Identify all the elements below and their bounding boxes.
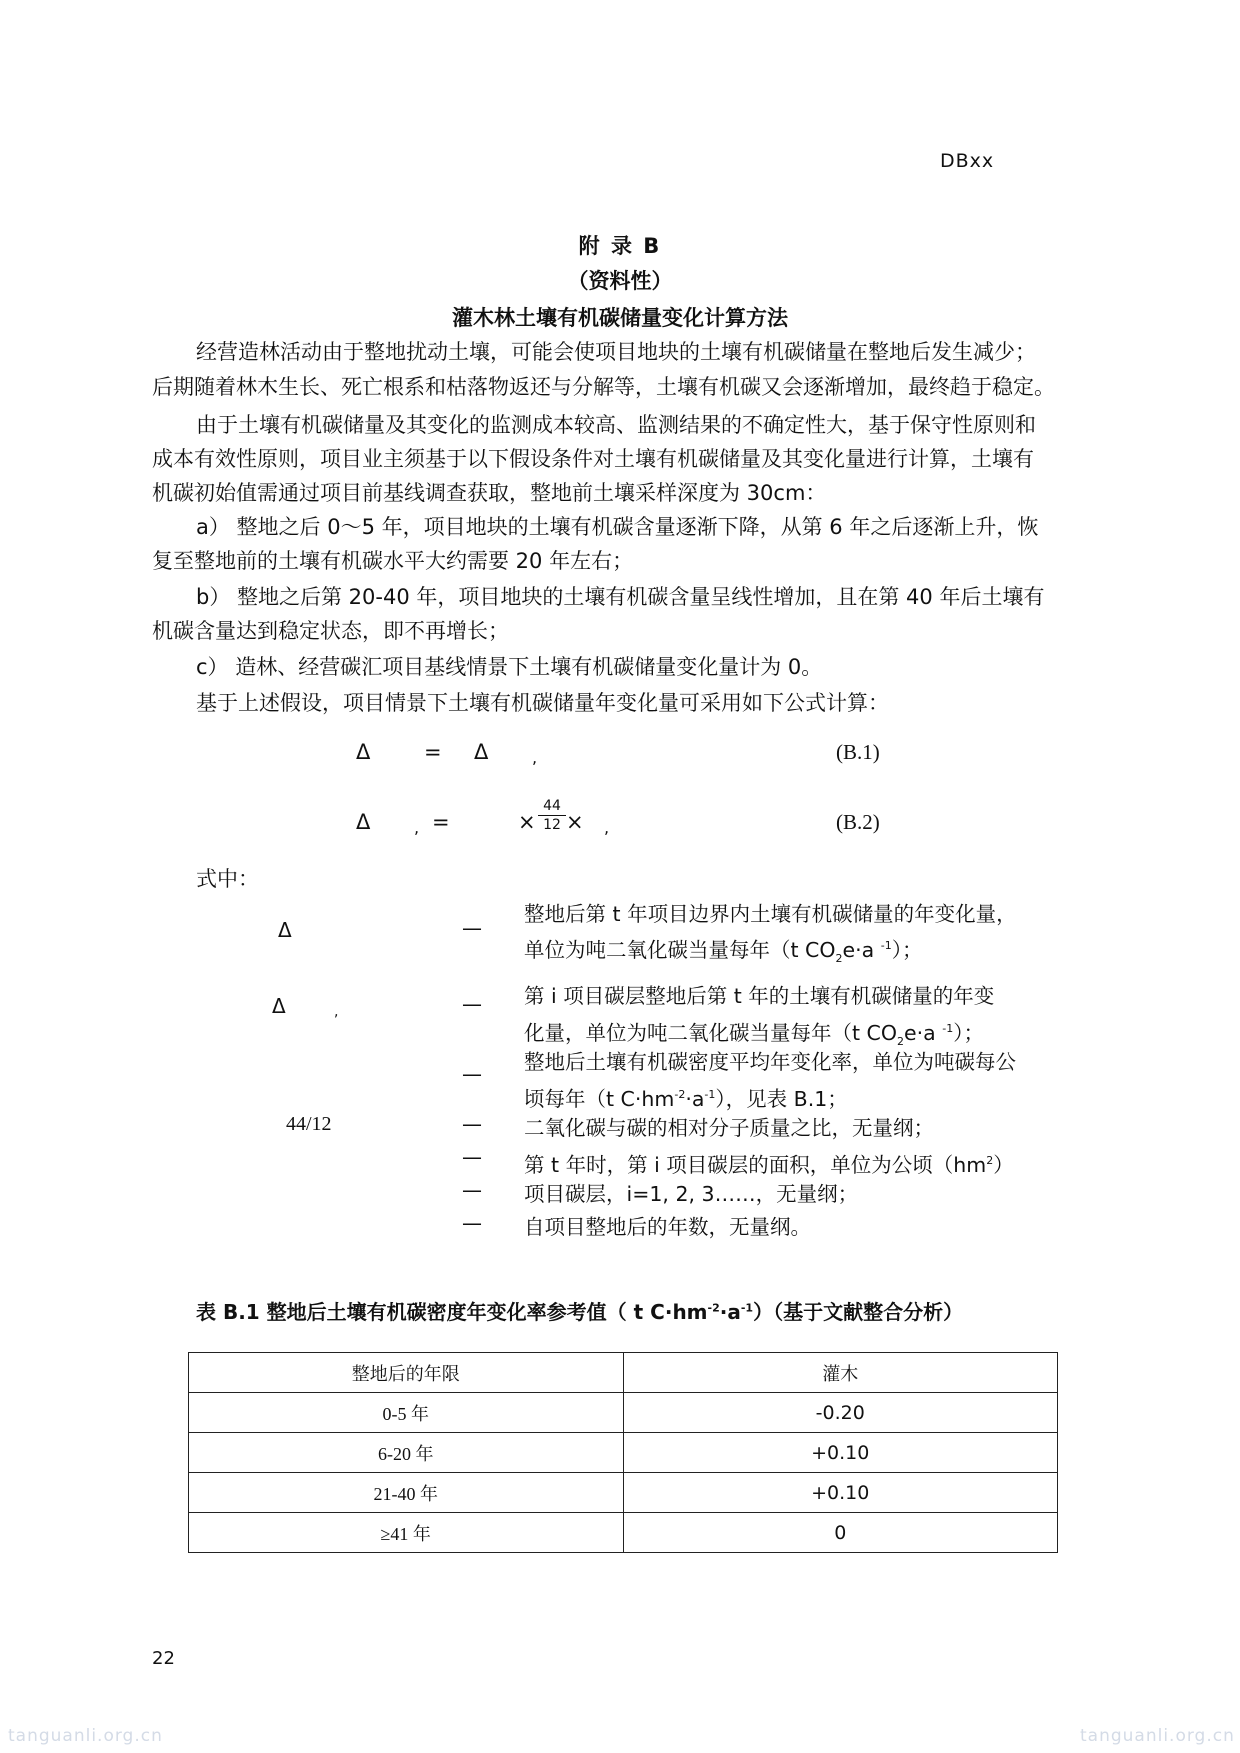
paragraph-1-line-2: 后期随着林木生长、死亡根系和枯落物返还与分解等，土壤有机碳又会逐渐增加，最终趋于稳定。 bbox=[152, 375, 1055, 399]
def3-line-2 bbox=[524, 1079, 848, 1115]
eq2-times-1: × bbox=[518, 810, 536, 834]
eq2-denominator: 12 bbox=[543, 817, 561, 833]
eq1-delta: Δ bbox=[356, 740, 371, 764]
header-years: 整地后的年限 bbox=[189, 1353, 624, 1393]
def3-unit-post: ），见表 B.1； bbox=[715, 1086, 848, 1111]
eq1-delta-2: Δ bbox=[474, 740, 489, 764]
item-b-line-2: 机碳含量达到稳定状态，即不再增长； bbox=[152, 619, 509, 643]
table-caption bbox=[196, 1296, 963, 1325]
def1-line-2 bbox=[524, 930, 922, 975]
def1-unit-prefix: 单位为吨二氧化碳当量每年（t CO bbox=[524, 937, 836, 962]
table-caption-prefix: 表 B.1 整地后土壤有机碳密度年变化率参考值（ t C·hm bbox=[196, 1300, 708, 1324]
appendix-nature: （资料性） bbox=[567, 269, 673, 293]
row-years: 0-5 年 bbox=[189, 1393, 624, 1433]
table-caption-post: ）（基于文献整合分析） bbox=[753, 1300, 964, 1324]
appendix-title: 附 录 B bbox=[578, 234, 662, 258]
table-caption-sup-1: -2 bbox=[707, 1301, 720, 1315]
def2-symbol-comma: , bbox=[334, 1004, 339, 1020]
def1-symbol: Δ bbox=[278, 918, 292, 942]
row-years: 6-20 年 bbox=[189, 1433, 624, 1473]
eq2-fraction bbox=[538, 798, 566, 833]
eq2-numerator: 44 bbox=[543, 798, 561, 814]
def5-text-post: ） bbox=[993, 1152, 1014, 1177]
def4-dash: — bbox=[462, 1112, 482, 1136]
def5-text-sup: 2 bbox=[986, 1154, 994, 1167]
row-value: +0.10 bbox=[623, 1433, 1058, 1473]
def6-dash: — bbox=[462, 1178, 482, 1202]
eq1-comma: , bbox=[532, 748, 538, 767]
def1-unit-mid: e·a bbox=[842, 937, 881, 962]
table-row bbox=[189, 1433, 1058, 1473]
def3-line-1: 整地后土壤有机碳密度平均年变化率，单位为吨碳每公 bbox=[524, 1050, 1016, 1074]
def5-text bbox=[524, 1145, 1014, 1181]
def3-dash: — bbox=[462, 1062, 482, 1086]
def1-unit-sub: 2 bbox=[835, 951, 843, 965]
paragraph-2-line-2: 成本有效性原则，项目业主须基于以下假设条件对土壤有机碳储量及其变化量进行计算，土壤有 bbox=[152, 447, 1034, 471]
def2-unit-post: ）； bbox=[953, 1020, 984, 1045]
table-caption-sup-2: -1 bbox=[740, 1301, 754, 1315]
def2-unit-mid: e·a bbox=[904, 1020, 943, 1045]
def5-dash: — bbox=[462, 1145, 482, 1169]
def7-dash: — bbox=[462, 1211, 482, 1235]
rate-table bbox=[188, 1352, 1058, 1553]
item-b-line-1: b） 整地之后第 20-40 年，项目地块的土壤有机碳含量呈线性增加，且在第 40 年后土壤有 bbox=[196, 585, 1045, 609]
def1-unit-sup: -1 bbox=[880, 939, 892, 952]
row-value: +0.10 bbox=[623, 1473, 1058, 1513]
def2-unit-prefix: 化量，单位为吨二氧化碳当量每年（t CO bbox=[524, 1020, 898, 1045]
formula-intro: 基于上述假设，项目情景下土壤有机碳储量年变化量可采用如下公式计算： bbox=[196, 691, 889, 715]
watermark-left: tanguanli.org.cn bbox=[8, 1726, 163, 1746]
item-a-line-2: 复至整地前的土壤有机碳水平大约需要 20 年左右； bbox=[152, 549, 634, 573]
def5-text-prefix: 第 t 年时，第 i 项目碳层的面积，单位为公顷（hm bbox=[524, 1152, 987, 1177]
where-label: 式中： bbox=[196, 867, 259, 891]
item-a-line-1: a） 整地之后 0～5 年，项目地块的土壤有机碳含量逐渐下降，从第 6 年之后逐渐上升，恢 bbox=[196, 515, 1039, 539]
eq2-times-2: × bbox=[566, 810, 584, 834]
paragraph-1-line-1: 经营造林活动由于整地扰动土壤，可能会使项目地块的土壤有机碳储量在整地后发生减少； bbox=[196, 340, 1036, 364]
paragraph-2-line-1: 由于土壤有机碳储量及其变化的监测成本较高、监测结果的不确定性大，基于保守性原则和 bbox=[196, 413, 1036, 437]
row-years: ≥41 年 bbox=[189, 1513, 624, 1553]
row-years: 21-40 年 bbox=[189, 1473, 624, 1513]
paragraph-2-line-3: 机碳初始值需通过项目前基线调查获取，整地前土壤采样深度为 30cm： bbox=[152, 481, 827, 505]
def6-text: 项目碳层，i=1, 2, 3……，无量纲； bbox=[524, 1182, 859, 1206]
eq2-comma-2: , bbox=[604, 818, 610, 837]
def2-unit-sub: 2 bbox=[897, 1034, 905, 1048]
item-c: c） 造林、经营碳汇项目基线情景下土壤有机碳储量变化量计为 0。 bbox=[196, 655, 823, 679]
eq2-equals: = bbox=[432, 810, 450, 834]
def1-line-1: 整地后第 t 年项目边界内土壤有机碳储量的年变化量， bbox=[524, 902, 1017, 926]
def7-text: 自项目整地后的年数，无量纲。 bbox=[524, 1215, 811, 1239]
table-row bbox=[189, 1393, 1058, 1433]
eq1-equals: = bbox=[424, 740, 442, 764]
def2-symbol: Δ bbox=[272, 994, 286, 1018]
table-header-row bbox=[189, 1353, 1058, 1393]
eq2-delta: Δ bbox=[356, 810, 371, 834]
row-value: -0.20 bbox=[623, 1393, 1058, 1433]
page-number: 22 bbox=[152, 1648, 175, 1669]
appendix-heading: 灌木林土壤有机碳储量变化计算方法 bbox=[452, 306, 788, 330]
eq2-comma: , bbox=[414, 818, 420, 837]
def3-unit-mid: ·a bbox=[685, 1086, 705, 1111]
def2-line-1: 第 i 项目碳层整地后第 t 年的土壤有机碳储量的年变 bbox=[524, 984, 995, 1008]
table-caption-mid: ·a bbox=[719, 1300, 741, 1324]
table-row bbox=[189, 1473, 1058, 1513]
eq2-label: (B.2) bbox=[836, 810, 880, 834]
def3-unit-prefix: 顷每年（t C·hm bbox=[524, 1086, 675, 1111]
def1-unit-post: ）； bbox=[891, 937, 923, 962]
eq2-fraction-bar bbox=[538, 815, 566, 816]
table-row bbox=[189, 1513, 1058, 1553]
document-code: DBxx bbox=[940, 150, 995, 172]
eq1-label: (B.1) bbox=[836, 740, 880, 764]
def2-dash: — bbox=[462, 992, 482, 1016]
def4-text: 二氧化碳与碳的相对分子质量之比，无量纲； bbox=[524, 1116, 934, 1140]
watermark-right: tanguanli.org.cn bbox=[1080, 1726, 1235, 1746]
row-value: 0 bbox=[623, 1513, 1058, 1553]
def3-unit-sup-1: -2 bbox=[674, 1088, 686, 1101]
header-shrub: 灌木 bbox=[623, 1353, 1058, 1393]
def1-dash: — bbox=[462, 916, 482, 940]
def4-symbol: 44/12 bbox=[286, 1113, 332, 1135]
def3-unit-sup-2: -1 bbox=[704, 1088, 716, 1101]
def2-unit-sup: -1 bbox=[942, 1022, 954, 1035]
